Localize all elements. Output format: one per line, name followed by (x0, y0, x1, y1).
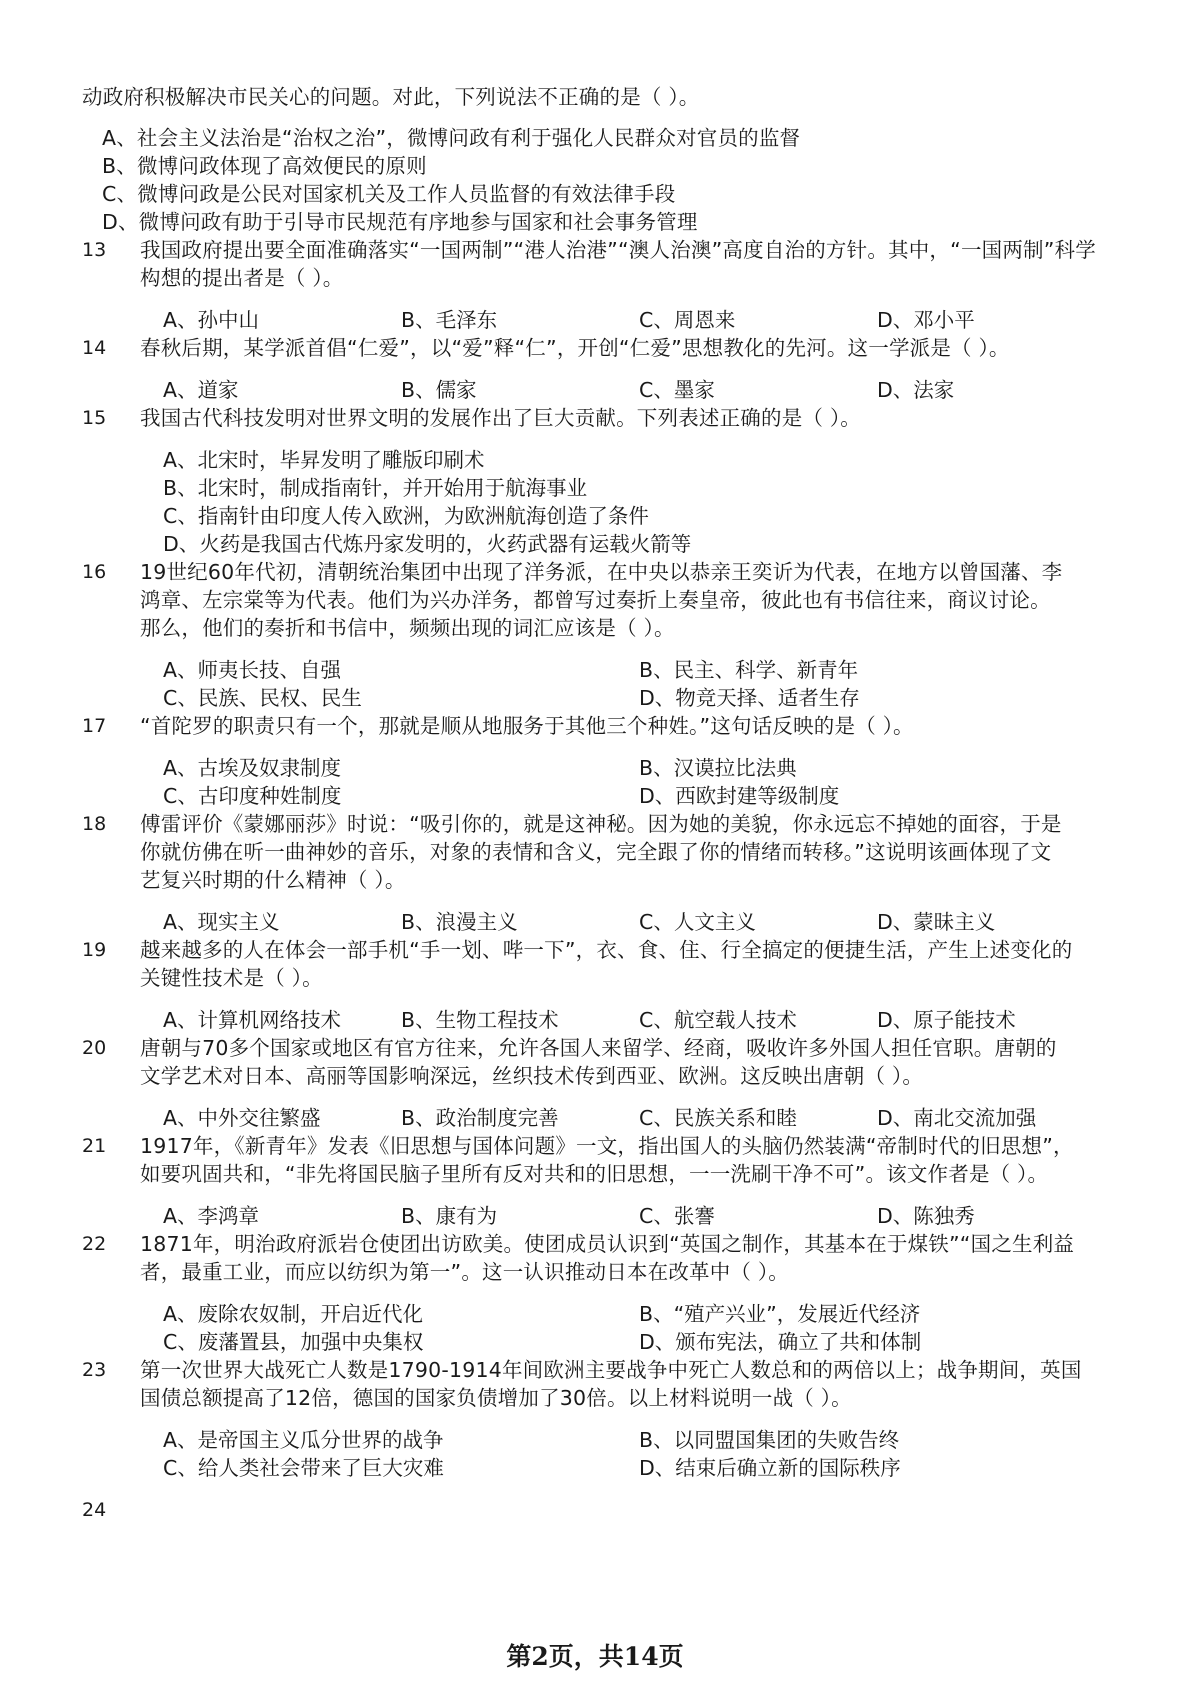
question-12-option-d: D、微博问政有助于引导市民规范有序地参与国家和社会事务管理 (102, 210, 698, 234)
question-21-text-line-2: 如要巩固共和，“非先将国民脑子里所有反对共和的旧思想，一一洗刷干净不可”。该文作者是（ ）。 (140, 1162, 1049, 1186)
question-19-text-line-2: 关键性技术是（ ）。 (140, 966, 323, 990)
question-18-text-line-2: 你就仿佛在听一曲神妙的音乐，对象的表情和含义，完全跟了你的情绪而转移。”这说明该画体现了文 (140, 840, 1052, 864)
question-19-option-a: A、计算机网络技术 (163, 1008, 342, 1032)
question-12-option-b: B、微博问政体现了高效便民的原则 (102, 154, 427, 178)
question-16-option-b: B、民主、科学、新青年 (639, 658, 859, 682)
question-16-option-a: A、师夷长技、自强 (163, 658, 342, 682)
question-18-option-b: B、浪漫主义 (401, 910, 518, 934)
question-16-option-c: C、民族、民权、民生 (163, 686, 362, 710)
question-number: 13 (82, 239, 107, 261)
question-16-text-line-2: 鸿章、左宗棠等为代表。他们为兴办洋务，都曾写过奏折上奏皇帝，彼此也有书信往来，商议讨论。 (140, 588, 1051, 612)
question-21-text-line-1: 1917年，《新青年》发表《旧思想与国体问题》一文，指出国人的头脑仍然装满“帝制时代的旧思想”， (140, 1134, 1074, 1158)
question-18-option-d: D、蒙昧主义 (877, 910, 996, 934)
question-16-text-line-1: 19世纪60年代初，清朝统治集团中出现了洋务派，在中央以恭亲王奕䜣为代表，在地方以曾国藩、李 (140, 560, 1063, 584)
question-18-text-line-3: 艺复兴时期的什么精神（ ）。 (140, 868, 406, 892)
question-14-option-b: B、儒家 (401, 378, 477, 402)
page-number-footer: 第2页，共14页 (506, 1642, 684, 1671)
question-14-option-d: D、法家 (877, 378, 955, 402)
question-12-option-a: A、社会主义法治是“治权之治”，微博问政有利于强化人民群众对官员的监督 (102, 126, 801, 150)
question-21-option-b: B、康有为 (401, 1204, 498, 1228)
question-22-text-line-1: 1871年，明治政府派岩仓使团出访欧美。使团成员认识到“英国之制作，其基本在于煤铁”“国之生利益 (140, 1232, 1075, 1256)
question-23-option-c: C、给人类社会带来了巨大灾难 (163, 1456, 444, 1480)
question-12-stem-tail: 动政府积极解决市民关心的问题。对此，下列说法不正确的是（ ）。 (82, 85, 700, 109)
question-18-text-line-1: 傅雷评价《蒙娜丽莎》时说：“吸引你的，就是这神秘。因为她的美貌，你永远忘不掉她的面容，于是 (140, 812, 1062, 836)
question-14-text-line-1: 春秋后期，某学派首倡“仁爱”，以“爱”释“仁”，开创“仁爱”思想教化的先河。这一学派是（ ）。 (140, 336, 1010, 360)
question-20-option-c: C、民族关系和睦 (639, 1106, 797, 1130)
question-22-text-line-2: 者，最重工业，而应以纺织为第一”。这一认识推动日本在改革中（ ）。 (140, 1260, 789, 1284)
question-13-option-c: C、周恩来 (639, 308, 736, 332)
question-23-option-a: A、是帝国主义瓜分世界的战争 (163, 1428, 444, 1452)
question-19-option-c: C、航空载人技术 (639, 1008, 797, 1032)
question-15-option-b: B、北宋时，制成指南针，并开始用于航海事业 (163, 476, 588, 500)
question-17-text-line-1: “首陀罗的职责只有一个，那就是顺从地服务于其他三个种姓。”这句话反映的是（ ）。 (140, 714, 914, 738)
question-number: 14 (82, 337, 107, 359)
question-15-option-a: A、北宋时，毕昇发明了雕版印刷术 (163, 448, 485, 472)
question-20-text-line-2: 文学艺术对日本、高丽等国影响深远，丝织技术传到西亚、欧洲。这反映出唐朝（ ）。 (140, 1064, 924, 1088)
question-13-text-line-2: 构想的提出者是（ ）。 (140, 266, 344, 290)
question-13-option-a: A、孙中山 (163, 308, 260, 332)
question-15-option-d: D、火药是我国古代炼丹家发明的，火药武器有运载火箭等 (163, 532, 692, 556)
question-23-option-b: B、以同盟国集团的失败告终 (639, 1428, 900, 1452)
question-18-option-a: A、现实主义 (163, 910, 280, 934)
question-23-text-line-1: 第一次世界大战死亡人数是1790-1914年间欧洲主要战争中死亡人数总和的两倍以上；战争期间，英国 (140, 1358, 1082, 1382)
question-number: 22 (82, 1233, 107, 1255)
question-13-text-line-1: 我国政府提出要全面准确落实“一国两制”“港人治港”“澳人治澳”高度自治的方针。其中，“一国两制”科学 (140, 238, 1096, 262)
question-number: 21 (82, 1135, 107, 1157)
question-number: 16 (82, 561, 107, 583)
question-15-text-line-1: 我国古代科技发明对世界文明的发展作出了巨大贡献。下列表述正确的是（ ）。 (140, 406, 861, 430)
question-number: 17 (82, 715, 107, 737)
question-22-option-b: B、“殖产兴业”，发展近代经济 (639, 1302, 921, 1326)
question-number: 15 (82, 407, 107, 429)
question-20-option-d: D、南北交流加强 (877, 1106, 1037, 1130)
question-23-text-line-2: 国债总额提高了12倍，德国的国家负债增加了30倍。以上材料说明一战（ ）。 (140, 1386, 852, 1410)
question-number: 23 (82, 1359, 107, 1381)
question-14-option-a: A、道家 (163, 378, 239, 402)
question-16-text-line-3: 那么，他们的奏折和书信中，频频出现的词汇应该是（ ）。 (140, 616, 675, 640)
question-20-option-b: B、政治制度完善 (401, 1106, 559, 1130)
question-16-option-d: D、物竞天择、适者生存 (639, 686, 860, 710)
question-number: 20 (82, 1037, 107, 1059)
question-19-option-d: D、原子能技术 (877, 1008, 1016, 1032)
question-22-option-a: A、废除农奴制，开启近代化 (163, 1302, 424, 1326)
question-22-option-c: C、废藩置县，加强中央集权 (163, 1330, 424, 1354)
question-19-text-line-1: 越来越多的人在体会一部手机“手一划、哔一下”，衣、食、住、行全搞定的便捷生活，产生上述变化的 (140, 938, 1073, 962)
question-21-option-a: A、李鸿章 (163, 1204, 260, 1228)
question-12-option-c: C、微博问政是公民对国家机关及工作人员监督的有效法律手段 (102, 182, 676, 206)
question-17-option-c: C、古印度种姓制度 (163, 784, 342, 808)
question-21-option-d: D、陈独秀 (877, 1204, 975, 1228)
question-22-option-d: D、颁布宪法，确立了共和体制 (639, 1330, 922, 1354)
question-number: 19 (82, 939, 107, 961)
question-13-option-d: D、邓小平 (877, 308, 975, 332)
question-17-option-b: B、汉谟拉比法典 (639, 756, 797, 780)
question-21-option-c: C、张謇 (639, 1204, 715, 1228)
question-15-option-c: C、指南针由印度人传入欧洲，为欧洲航海创造了条件 (163, 504, 649, 528)
question-number: 18 (82, 813, 107, 835)
question-23-option-d: D、结束后确立新的国际秩序 (639, 1456, 901, 1480)
question-20-option-a: A、中外交往繁盛 (163, 1106, 321, 1130)
question-17-option-d: D、西欧封建等级制度 (639, 784, 840, 808)
question-number: 24 (82, 1499, 107, 1521)
question-19-option-b: B、生物工程技术 (401, 1008, 559, 1032)
question-14-option-c: C、墨家 (639, 378, 715, 402)
question-18-option-c: C、人文主义 (639, 910, 756, 934)
question-13-option-b: B、毛泽东 (401, 308, 498, 332)
question-17-option-a: A、古埃及奴隶制度 (163, 756, 342, 780)
question-20-text-line-1: 唐朝与70多个国家或地区有官方往来，允许各国人来留学、经商，吸收许多外国人担任官职。唐朝的 (140, 1036, 1057, 1060)
